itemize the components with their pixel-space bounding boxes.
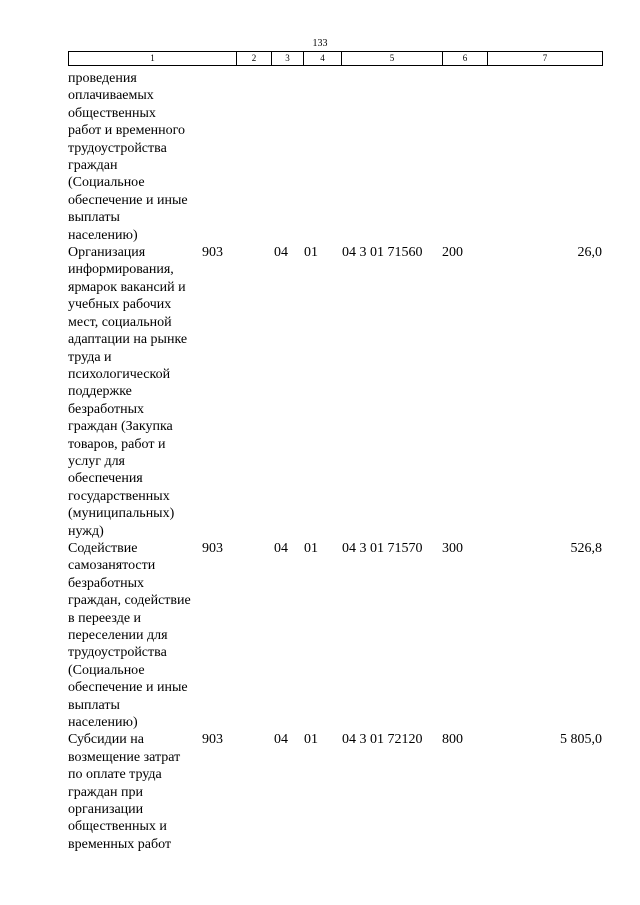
row-subsection-code: 01 xyxy=(304,540,318,556)
row-amount: 526,8 xyxy=(570,540,602,556)
row-amount: 5 805,0 xyxy=(560,732,602,748)
row-name: Содействие самозанятости безработных граждан, содействие в переезде и переселении для трудоустройства (Социальное обеспечение и иные выплаты населению) xyxy=(68,540,191,731)
row-section-code: 04 xyxy=(274,732,288,748)
table-row xyxy=(68,70,602,244)
column-header-table xyxy=(68,51,603,66)
row-ministry-code: 903 xyxy=(202,540,223,556)
row-amount: 26,0 xyxy=(577,245,602,261)
column-header-3: 3 xyxy=(272,52,304,66)
row-expense-type: 800 xyxy=(442,732,463,748)
table-row xyxy=(68,540,602,731)
row-section-code: 04 xyxy=(274,245,288,261)
row-ministry-code: 903 xyxy=(202,245,223,261)
budget-table-body xyxy=(68,70,602,853)
row-section-code: 04 xyxy=(274,540,288,556)
column-header-row xyxy=(69,52,603,66)
row-subsection-code: 01 xyxy=(304,732,318,748)
row-name: Субсидии на возмещение затрат по оплате труда граждан при организации общественных и временных работ xyxy=(68,732,181,852)
table-row xyxy=(68,731,602,853)
column-header-1: 1 xyxy=(69,52,237,66)
row-target-code: 04 3 01 71560 xyxy=(342,245,423,261)
row-ministry-code: 903 xyxy=(202,732,223,748)
column-header-5: 5 xyxy=(342,52,443,66)
row-expense-type: 200 xyxy=(442,245,463,261)
column-header-4: 4 xyxy=(304,52,342,66)
row-expense-type: 300 xyxy=(442,540,463,556)
row-name: Организация информирования, ярмарок вакансий и учебных рабочих мест, социальной адаптации на рынке труда и психологической поддержке безработных граждан (Закупка товаров, работ и услуг для обеспечения государственных (муниципальных) нужд) xyxy=(68,245,188,539)
column-header-2: 2 xyxy=(237,52,272,66)
row-subsection-code: 01 xyxy=(304,245,318,261)
table-row xyxy=(68,244,602,540)
row-target-code: 04 3 01 71570 xyxy=(342,540,423,556)
column-header-6: 6 xyxy=(443,52,488,66)
column-header-7: 7 xyxy=(488,52,603,66)
row-name: проведения оплачиваемых общественных работ и временного трудоустройства граждан (Социальное обеспечение и иные выплаты населению) xyxy=(68,71,188,243)
row-target-code: 04 3 01 72120 xyxy=(342,732,423,748)
page-number: 133 xyxy=(312,38,328,49)
